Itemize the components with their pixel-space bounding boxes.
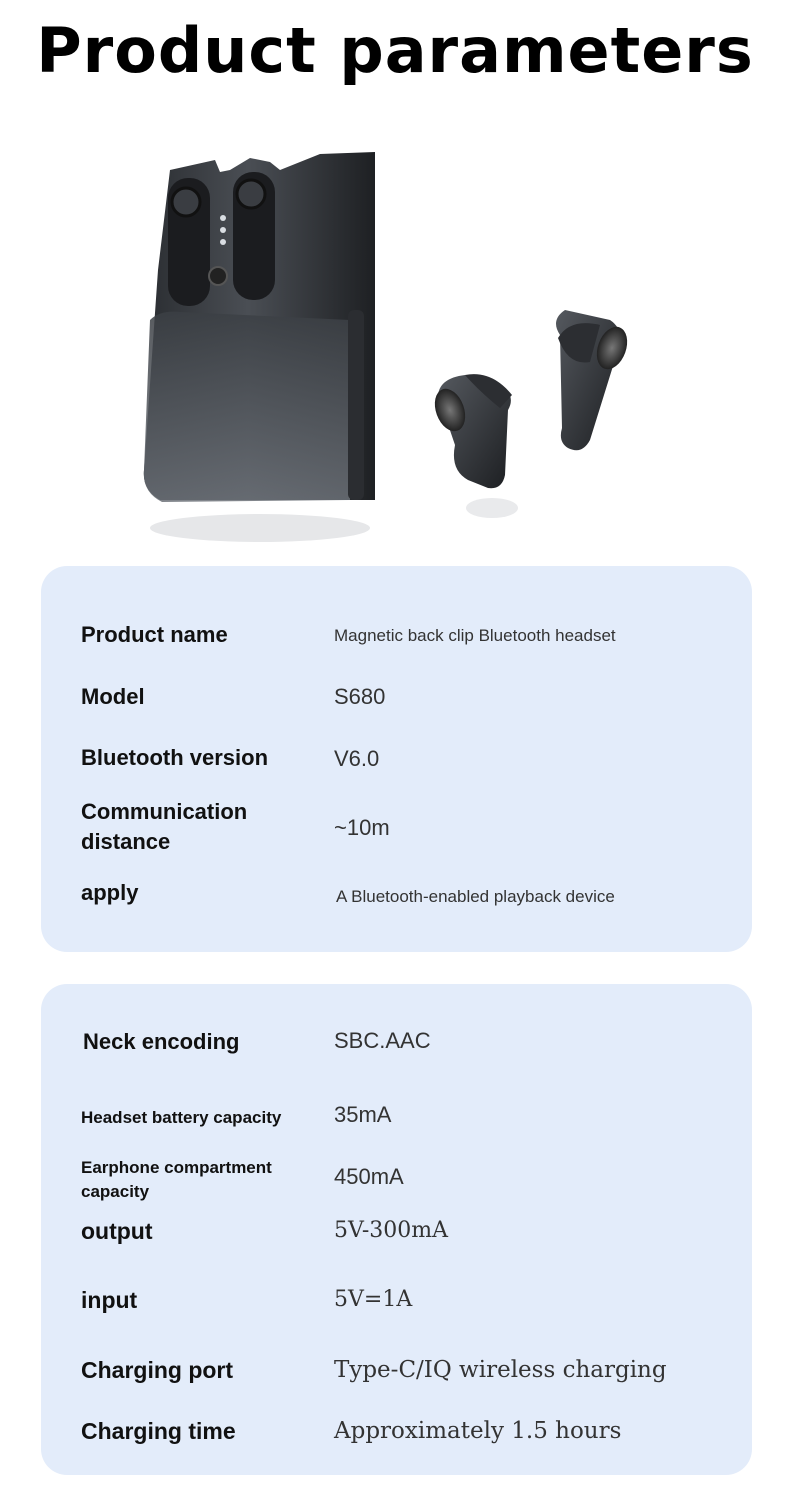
spec-label: Communication distance	[81, 799, 248, 854]
spec-label: Neck encoding	[83, 1029, 240, 1054]
spec-value: 450mA	[334, 1164, 404, 1189]
spec-row-charging-time	[41, 1418, 752, 1448]
spec-value: Type-C/IQ wireless charging	[334, 1357, 667, 1383]
spec-row-neck-encoding	[41, 1029, 752, 1059]
spec-value: V6.0	[334, 746, 380, 771]
spec-row-compartment-capacity	[41, 1156, 752, 1208]
specs-panel-battery	[41, 984, 752, 1475]
spec-value: ~10m	[334, 815, 390, 840]
spec-value: Magnetic back clip Bluetooth headset	[334, 626, 616, 645]
spec-value: 5V-300mA	[334, 1218, 449, 1243]
spec-row-input	[41, 1287, 752, 1317]
spec-label: Bluetooth version	[81, 745, 269, 770]
spec-row-product-name	[41, 622, 752, 652]
page-title: Product parameters	[36, 14, 754, 87]
spec-row-communication-distance	[41, 797, 752, 859]
spec-label: apply	[81, 880, 139, 905]
earbuds-with-charging-case-icon	[120, 130, 680, 560]
spec-label: Earphone compartment capacity	[81, 1158, 272, 1201]
spec-row-bluetooth-version	[41, 745, 752, 775]
spec-label: input	[81, 1287, 138, 1313]
spec-row-charging-port	[41, 1357, 752, 1387]
spec-value: S680	[334, 684, 386, 709]
specs-panel-basic	[41, 566, 752, 952]
spec-row-headset-battery	[41, 1102, 752, 1132]
spec-label: Headset battery capacity	[81, 1108, 282, 1127]
spec-value: Approximately 1.5 hours	[334, 1418, 622, 1444]
spec-label: output	[81, 1218, 153, 1244]
spec-row-output	[41, 1218, 752, 1248]
spec-value: 5V=1A	[334, 1287, 413, 1312]
spec-value: 35mA	[334, 1102, 392, 1127]
spec-value: SBC.AAC	[334, 1028, 431, 1053]
spec-label: Model	[81, 684, 145, 709]
spec-row-apply	[41, 880, 752, 910]
spec-label: Charging port	[81, 1357, 234, 1383]
spec-value: A Bluetooth-enabled playback device	[336, 887, 615, 906]
spec-label: Product name	[81, 622, 228, 647]
spec-label: Charging time	[81, 1418, 236, 1444]
spec-row-model	[41, 684, 752, 714]
